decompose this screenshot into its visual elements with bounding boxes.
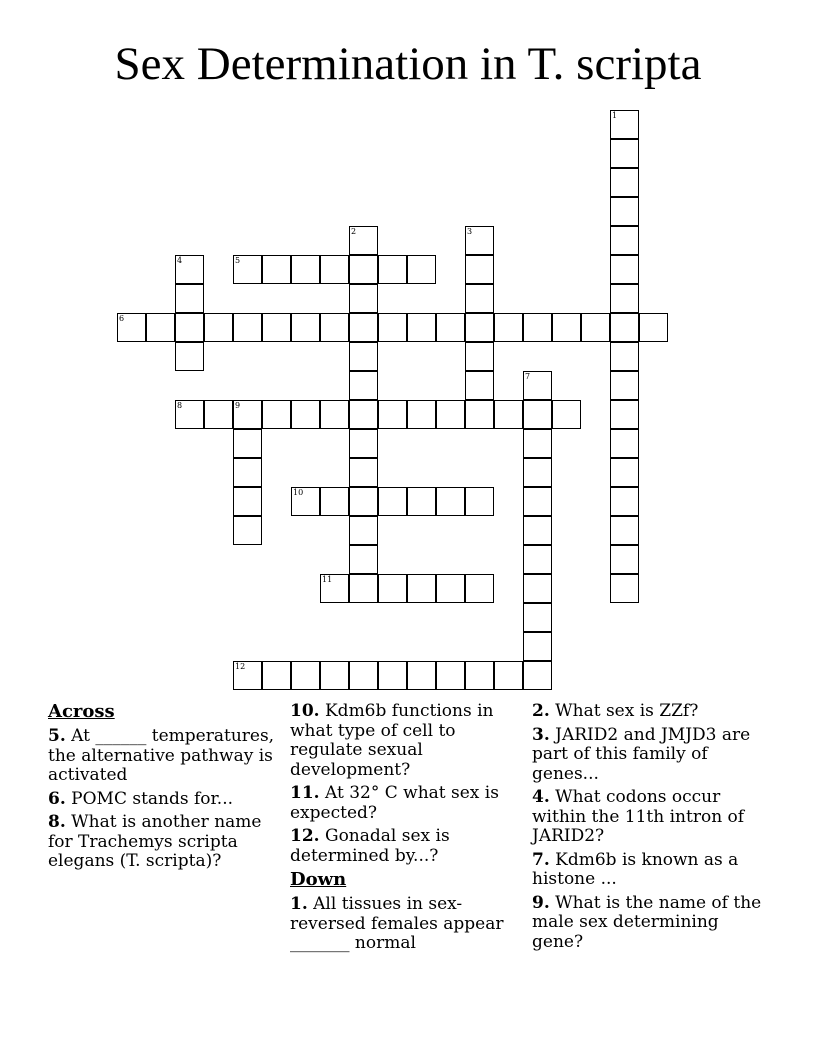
clue-text: At ______ temperatures, the alternative pathway is activated xyxy=(48,726,275,785)
clue-number-label: 2 xyxy=(351,227,357,236)
grid-cell[interactable] xyxy=(610,516,639,545)
grid-cell[interactable] xyxy=(233,487,262,516)
grid-cell[interactable] xyxy=(523,545,552,574)
grid-cell[interactable] xyxy=(610,429,639,458)
grid-cell[interactable] xyxy=(291,313,320,342)
clue-number-label: 3 xyxy=(467,227,473,236)
grid-cell[interactable] xyxy=(407,574,436,603)
clue-down-1 xyxy=(290,895,515,954)
grid-cell[interactable] xyxy=(639,313,668,342)
clue-number-label: 12 xyxy=(235,662,246,671)
clue-down-9 xyxy=(532,894,770,953)
grid-cell[interactable] xyxy=(610,313,639,342)
grid-cell[interactable] xyxy=(262,313,291,342)
grid-cell[interactable] xyxy=(407,255,436,284)
grid-cell[interactable] xyxy=(465,574,494,603)
clue-number-label: 9 xyxy=(235,401,241,410)
clue-number-label: 10 xyxy=(293,488,304,497)
grid-cell[interactable] xyxy=(407,400,436,429)
grid-cell[interactable] xyxy=(320,487,349,516)
grid-cell[interactable] xyxy=(291,661,320,690)
clue-text: Kdm6b functions in what type of cell to regulate sexual development? xyxy=(290,701,494,780)
clue-across-10 xyxy=(290,702,515,780)
clue-number-label: 7 xyxy=(525,372,531,381)
grid-cell[interactable] xyxy=(465,284,494,313)
grid-cell[interactable] xyxy=(349,487,378,516)
clue-number: 4. xyxy=(532,787,550,807)
grid-cell[interactable] xyxy=(262,400,291,429)
grid-cell[interactable] xyxy=(465,661,494,690)
grid-cell[interactable] xyxy=(523,632,552,661)
grid-cell[interactable] xyxy=(175,342,204,371)
clue-across-6 xyxy=(48,790,278,810)
clue-text: At 32° C what sex is expected? xyxy=(290,783,499,823)
clue-number-label: 6 xyxy=(119,314,125,323)
clue-across-11 xyxy=(290,784,515,823)
grid-cell[interactable] xyxy=(291,400,320,429)
grid-cell[interactable] xyxy=(378,574,407,603)
clue-text: What is the name of the male sex determining gene? xyxy=(532,892,762,952)
grid-cell[interactable] xyxy=(378,400,407,429)
grid-cell[interactable] xyxy=(610,284,639,313)
grid-cell[interactable] xyxy=(465,255,494,284)
grid-cell[interactable] xyxy=(610,255,639,284)
grid-cell[interactable] xyxy=(262,255,291,284)
clue-down-2 xyxy=(532,702,770,722)
grid-cell[interactable] xyxy=(523,487,552,516)
grid-cell[interactable] xyxy=(204,400,233,429)
grid-cell[interactable] xyxy=(523,661,552,690)
across-heading: Across xyxy=(48,701,115,722)
clue-number: 1. xyxy=(290,894,308,914)
clue-number: 2. xyxy=(532,701,550,721)
grid-cell[interactable] xyxy=(494,661,523,690)
clue-across-5 xyxy=(48,727,278,786)
grid-cell[interactable] xyxy=(407,313,436,342)
grid-cell[interactable] xyxy=(349,516,378,545)
grid-cell[interactable] xyxy=(494,400,523,429)
grid-cell[interactable] xyxy=(436,661,465,690)
clue-column-1 xyxy=(48,702,278,876)
clue-number-label: 5 xyxy=(235,256,241,265)
grid-cell[interactable] xyxy=(436,487,465,516)
grid-cell[interactable] xyxy=(523,574,552,603)
clue-column-2 xyxy=(290,702,515,958)
clue-number-label: 4 xyxy=(177,256,183,265)
grid-cell[interactable] xyxy=(320,661,349,690)
grid-cell[interactable] xyxy=(523,516,552,545)
grid-cell[interactable] xyxy=(523,603,552,632)
grid-cell[interactable] xyxy=(320,313,349,342)
clue-number: 8. xyxy=(48,812,66,832)
clue-text: JARID2 and JMJD3 are part of this family of genes... xyxy=(532,724,751,784)
grid-cell[interactable] xyxy=(610,139,639,168)
clue-number: 12. xyxy=(290,826,320,846)
grid-cell[interactable] xyxy=(610,545,639,574)
grid-cell[interactable] xyxy=(610,371,639,400)
grid-cell[interactable] xyxy=(204,313,233,342)
grid-cell[interactable] xyxy=(233,516,262,545)
grid-cell[interactable] xyxy=(610,342,639,371)
clue-down-4 xyxy=(532,788,770,847)
grid-cell[interactable] xyxy=(610,574,639,603)
clue-column-3 xyxy=(532,702,770,956)
grid-cell[interactable] xyxy=(146,313,175,342)
grid-cell[interactable] xyxy=(378,255,407,284)
grid-cell[interactable] xyxy=(175,313,204,342)
grid-cell[interactable] xyxy=(552,313,581,342)
grid-cell[interactable] xyxy=(436,400,465,429)
grid-cell[interactable] xyxy=(320,400,349,429)
clue-across-12 xyxy=(290,827,515,866)
grid-cell[interactable] xyxy=(175,284,204,313)
grid-cell[interactable] xyxy=(465,313,494,342)
clue-down-3 xyxy=(532,726,770,785)
grid-cell[interactable] xyxy=(436,574,465,603)
grid-cell[interactable] xyxy=(349,545,378,574)
grid-cell[interactable] xyxy=(523,458,552,487)
grid-cell[interactable] xyxy=(552,400,581,429)
grid-cell[interactable] xyxy=(407,661,436,690)
grid-cell[interactable] xyxy=(465,487,494,516)
grid-cell[interactable] xyxy=(291,255,320,284)
clue-number-label: 8 xyxy=(177,401,183,410)
grid-cell[interactable] xyxy=(349,255,378,284)
clue-number: 7. xyxy=(532,849,550,870)
grid-cell[interactable] xyxy=(262,661,291,690)
grid-cell[interactable] xyxy=(349,284,378,313)
clue-across-8 xyxy=(48,813,278,872)
grid-cell[interactable] xyxy=(465,342,494,371)
clue-number: 10. xyxy=(290,701,320,721)
grid-cell[interactable] xyxy=(349,661,378,690)
clue-down-7 xyxy=(532,851,770,890)
grid-cell[interactable] xyxy=(233,429,262,458)
grid-cell[interactable] xyxy=(436,313,465,342)
grid-cell[interactable] xyxy=(349,400,378,429)
clue-number: 11. xyxy=(290,783,320,803)
clue-number: 3. xyxy=(532,724,550,745)
grid-cell[interactable] xyxy=(349,371,378,400)
grid-cell[interactable] xyxy=(378,487,407,516)
grid-cell[interactable] xyxy=(233,458,262,487)
grid-cell[interactable] xyxy=(523,313,552,342)
clue-text: POMC stands for... xyxy=(71,788,233,809)
grid-cell[interactable] xyxy=(610,458,639,487)
grid-cell[interactable] xyxy=(465,400,494,429)
grid-cell[interactable] xyxy=(378,313,407,342)
grid-cell[interactable] xyxy=(349,342,378,371)
grid-cell[interactable] xyxy=(349,458,378,487)
grid-cell[interactable] xyxy=(349,574,378,603)
grid-cell[interactable] xyxy=(378,661,407,690)
grid-cell[interactable] xyxy=(610,226,639,255)
grid-cell[interactable] xyxy=(610,168,639,197)
clue-text: Gonadal sex is determined by...? xyxy=(290,826,450,866)
grid-cell[interactable] xyxy=(465,371,494,400)
grid-cell[interactable] xyxy=(233,313,262,342)
grid-cell[interactable] xyxy=(581,313,610,342)
grid-cell[interactable] xyxy=(349,313,378,342)
clue-number: 6. xyxy=(48,788,66,809)
grid-cell[interactable] xyxy=(494,313,523,342)
clue-text: What is another name for Trachemys scripta elegans (T. scripta)? xyxy=(48,812,262,871)
grid-cell[interactable] xyxy=(523,429,552,458)
grid-cell[interactable] xyxy=(610,400,639,429)
clue-number: 9. xyxy=(532,892,550,913)
clue-text: What codons occur within the 11th intron of JARID2? xyxy=(532,787,745,846)
clue-number-label: 1 xyxy=(612,111,618,120)
grid-cell[interactable] xyxy=(320,255,349,284)
clue-text: All tissues in sex-reversed females appear _______ normal xyxy=(290,894,504,953)
grid-cell[interactable] xyxy=(523,400,552,429)
clue-number: 5. xyxy=(48,726,66,746)
grid-cell[interactable] xyxy=(610,487,639,516)
clue-number-label: 11 xyxy=(322,575,333,584)
grid-cell[interactable] xyxy=(349,429,378,458)
down-heading: Down xyxy=(290,869,347,890)
page-title: Sex Determination in T. scripta xyxy=(114,38,702,90)
grid-cell[interactable] xyxy=(610,197,639,226)
grid-cell[interactable] xyxy=(407,487,436,516)
clue-text: What sex is ZZf? xyxy=(555,701,699,721)
clue-text: Kdm6b is known as a histone ... xyxy=(532,849,739,889)
